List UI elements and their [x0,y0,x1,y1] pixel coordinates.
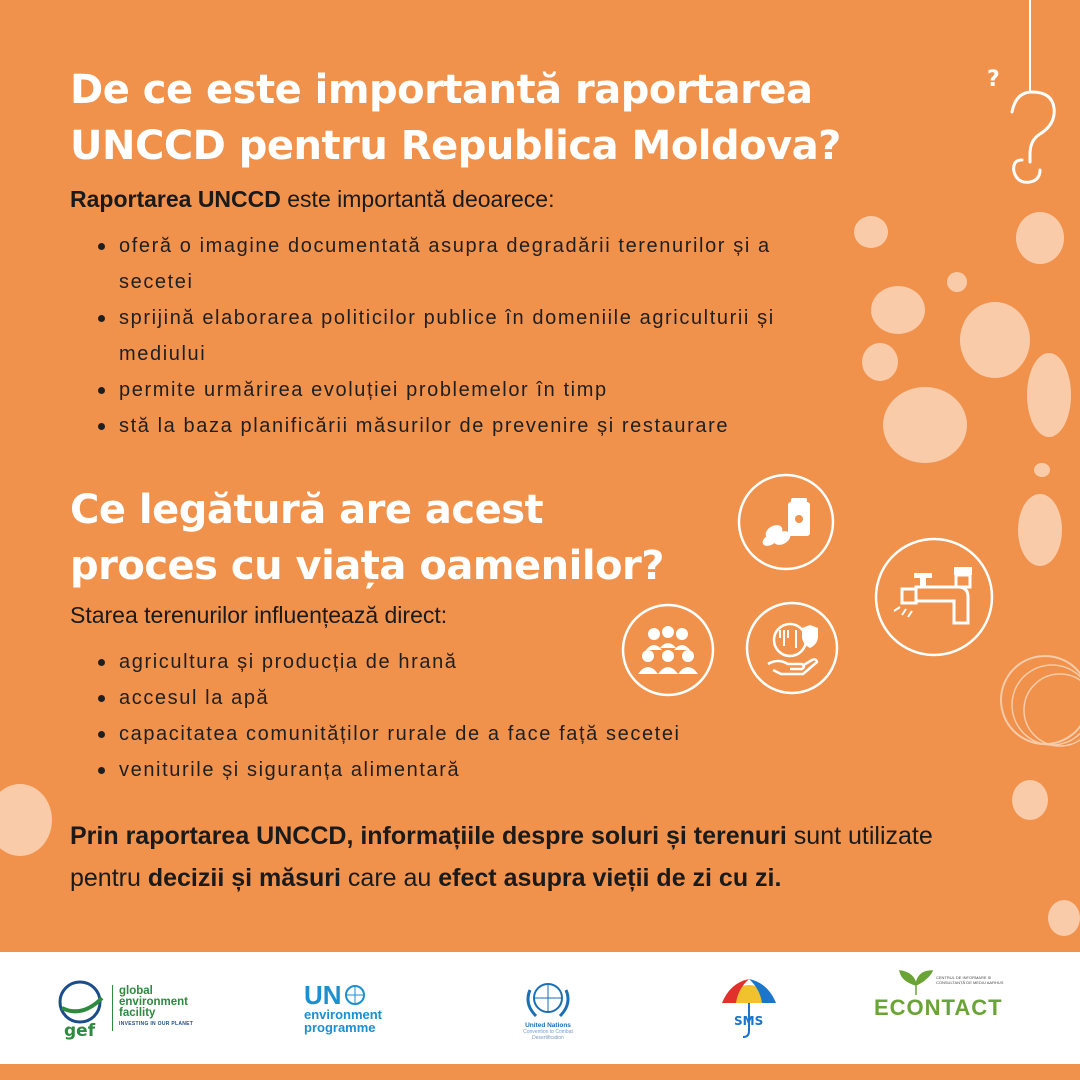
list-item: oferă o imagine documentată asupra degradării terenurilor și a secetei [96,228,799,300]
conclusion-bold-1: Prin raportarea UNCCD, informațiile despre soluri și terenuri [70,822,787,850]
section2-bullet-list [96,644,681,788]
list-item: agricultura și producția de hrană [96,644,681,680]
section2-title [70,482,710,594]
gef-logo-text: global environment facility INVESTING IN OUR PLANET [119,985,194,1027]
conclusion-text: Prin raportarea UNCCD, informațiile despre soluri și terenuri sunt utilizate pentru decizii și măsuri care au efect asupra vieții de zi cu zi. [70,822,933,892]
section2-title-line2: proces cu viața oamenilor? [70,543,664,589]
gef-logo [56,952,193,1064]
section1-title-line2: UNCCD pentru Republica Moldova? [70,123,841,169]
footer-logos [0,952,1080,1064]
sms-logo [716,952,782,1064]
ecocontact-logo: ECONTACT CENTRUL DE INFORMARE ȘI CONSULTANȚĂ DE MEDIU AARHUS [874,952,1003,1064]
unep-logo: UN environment programme [304,980,383,1035]
list-item: sprijină elaborarea politicilor publice în domeniile agriculturii și mediului [96,300,799,372]
un-emblem-icon [344,984,366,1006]
list-item: permite urmărirea evoluției problemelor în timp [96,372,799,408]
bottom-strip [0,1064,1080,1080]
water-tap-icon [872,535,996,659]
un-wreath-icon [520,976,576,1022]
section2-intro: Starea terenurilor influențează direct: [70,602,448,628]
unccd-logo: United Nations Convention to Combat Desertification [520,952,576,1064]
food-security-hand-icon [744,600,840,696]
section1-intro-rest: este importantă deoarece: [280,186,555,212]
community-people-icon [620,602,716,698]
svg-text:SMS: SMS [734,1014,764,1028]
small-question-mark: ? [987,67,1000,92]
list-item: veniturile și siguranța alimentară [96,752,681,788]
section1-intro-bold: Raportarea UNCCD [70,186,281,212]
section1-title [70,62,950,174]
section1-bullet-list [96,228,799,444]
section1-intro [70,184,554,214]
section2-title-line1: Ce legătură are acest [70,487,544,533]
list-item: accesul la apă [96,680,681,716]
section1-title-line1: De ce este importantă raportarea [70,67,813,113]
ecocontact-wordmark: ECONTACT [874,995,1003,1020]
conclusion-bold-2: decizii și măsuri [147,864,341,892]
list-item: capacitatea comunităților rurale de a face față secetei [96,716,681,752]
list-item: stă la baza planificării măsurilor de prevenire și restaurare [96,408,799,444]
umbrella-icon [716,973,782,1043]
svg-text:gef: gef [64,1021,96,1040]
sprout-icon [896,969,936,995]
food-products-icon [736,472,836,572]
gef-logo-mark [56,976,108,1040]
conclusion-bold-3: efect asupra vieții de zi cu zi. [438,864,782,892]
